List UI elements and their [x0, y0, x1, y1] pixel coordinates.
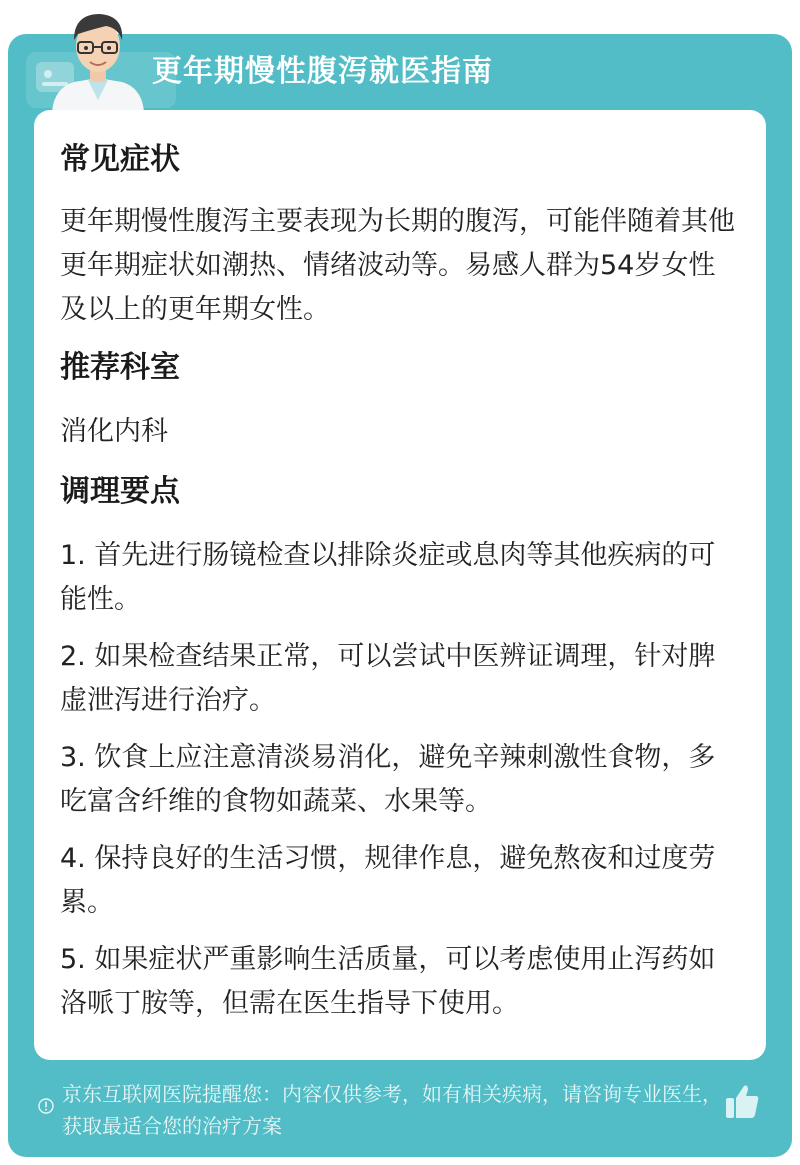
footer-disclaimer: 京东互联网医院提醒您：内容仅供参考，如有相关疾病，请咨询专业医生，获取最适合您的治疗方案 [62, 1082, 722, 1138]
section-title-symptoms: 常见症状 [60, 142, 180, 177]
doctor-avatar-icon [44, 4, 152, 112]
department-text: 消化内科 [60, 416, 168, 447]
care-item-1: 1. 首先进行肠镜检查以排除炎症或息肉等其他疾病的可能性。 [60, 540, 716, 615]
thumbs-up-icon[interactable] [724, 1082, 760, 1122]
section-title-care: 调理要点 [60, 474, 180, 509]
care-item-4: 4. 保持良好的生活习惯，规律作息，避免熬夜和过度劳累。 [60, 843, 716, 918]
symptoms-text: 更年期慢性腹泻主要表现为长期的腹泻，可能伴随着其他更年期症状如潮热、情绪波动等。易感人群为54岁女性及以上的更年期女性。 [60, 206, 735, 325]
page-title: 更年期慢性腹泻就医指南 [152, 54, 493, 89]
content-card [34, 110, 766, 1060]
info-icon [38, 1098, 54, 1114]
care-item-2: 2. 如果检查结果正常，可以尝试中医辨证调理，针对脾虚泄泻进行治疗。 [60, 641, 716, 716]
section-title-department: 推荐科室 [60, 350, 180, 385]
care-item-3: 3. 饮食上应注意清淡易消化，避免辛辣刺激性食物，多吃富含纤维的食物如蔬菜、水果等。 [60, 742, 716, 817]
care-item-5: 5. 如果症状严重影响生活质量，可以考虑使用止泻药如洛哌丁胺等，但需在医生指导下使用。 [60, 944, 716, 1019]
